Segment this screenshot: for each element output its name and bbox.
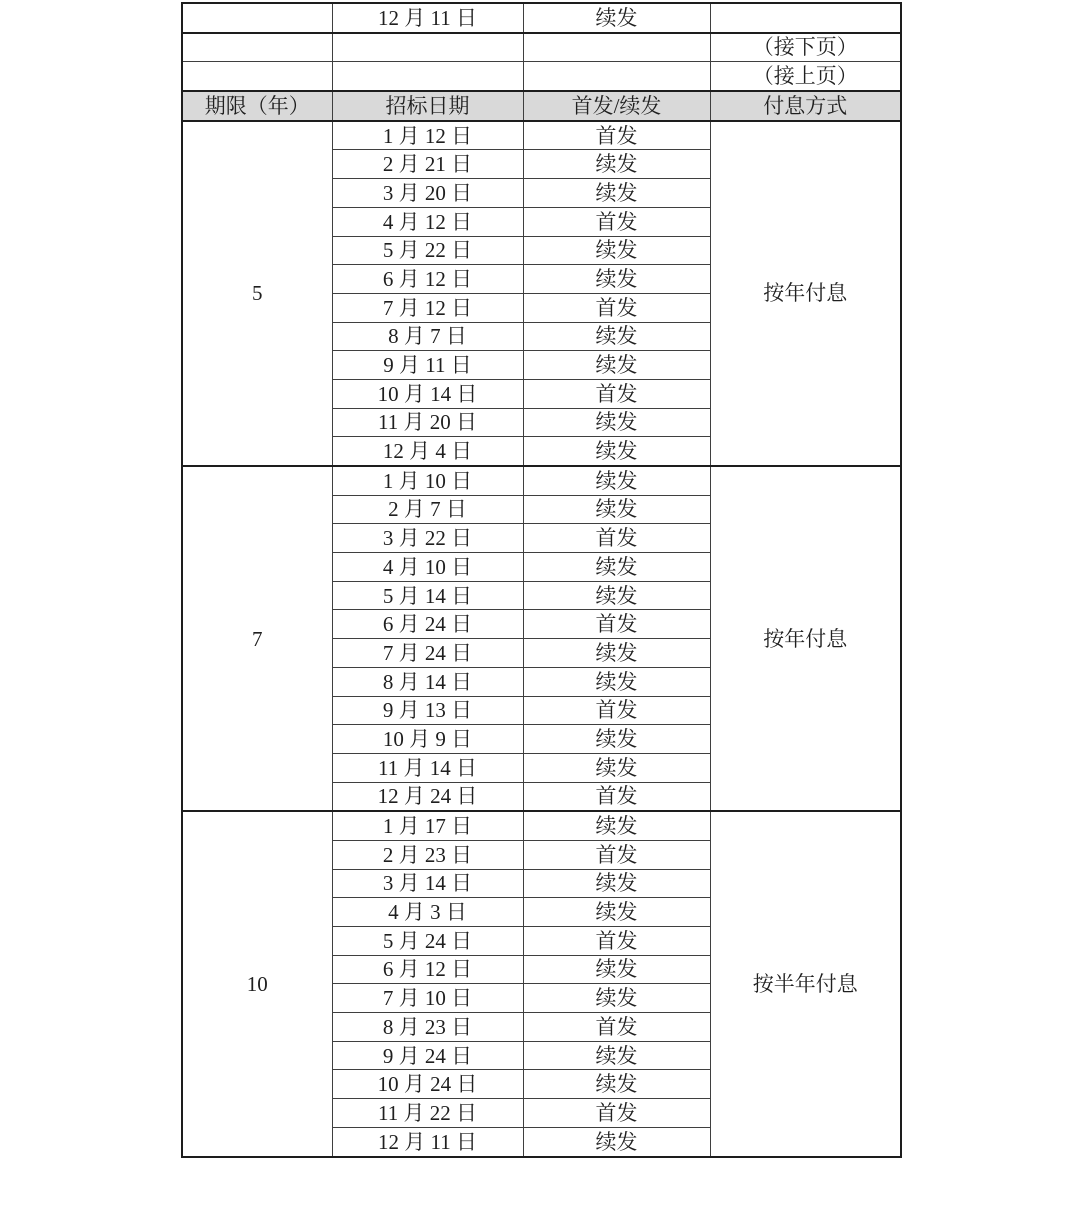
issue-type-cell: 续发 — [523, 984, 710, 1013]
date-cell: 4 月 12 日 — [332, 207, 523, 236]
issue-type-cell: 续发 — [523, 236, 710, 265]
issue-type-cell: 续发 — [523, 265, 710, 294]
header-issue-type: 首发/续发 — [523, 91, 710, 121]
date-cell: 12 月 11 日 — [332, 3, 523, 33]
date-cell — [332, 62, 523, 91]
issue-type-cell: 续发 — [523, 437, 710, 466]
issuance-schedule-table — [181, 2, 902, 1158]
page-note-cell: （接下页） — [710, 33, 901, 62]
date-cell: 8 月 7 日 — [332, 322, 523, 351]
issue-type-cell: 续发 — [523, 3, 710, 33]
date-cell: 3 月 20 日 — [332, 179, 523, 208]
issue-type-cell: 续发 — [523, 753, 710, 782]
issue-type-cell: 首发 — [523, 610, 710, 639]
issue-type-cell — [523, 33, 710, 62]
issue-type-cell: 续发 — [523, 466, 710, 495]
issue-type-cell: 续发 — [523, 1070, 710, 1099]
issue-type-cell: 续发 — [523, 581, 710, 610]
issue-type-cell: 续发 — [523, 322, 710, 351]
date-cell: 10 月 14 日 — [332, 379, 523, 408]
date-cell: 12 月 24 日 — [332, 782, 523, 811]
schedule-row — [182, 121, 901, 150]
continuation-row — [182, 62, 901, 91]
page-note-cell — [710, 3, 901, 33]
term-cell: 10 — [182, 811, 332, 1156]
issue-type-cell: 首发 — [523, 840, 710, 869]
date-cell: 3 月 14 日 — [332, 869, 523, 898]
issue-type-cell: 续发 — [523, 667, 710, 696]
continuation-row — [182, 3, 901, 33]
continuation-row — [182, 33, 901, 62]
date-cell: 7 月 24 日 — [332, 639, 523, 668]
term-cell: 5 — [182, 121, 332, 466]
issue-type-cell: 首发 — [523, 379, 710, 408]
issue-type-cell: 续发 — [523, 898, 710, 927]
date-cell: 11 月 20 日 — [332, 408, 523, 437]
issue-type-cell: 首发 — [523, 121, 710, 150]
issue-type-cell: 首发 — [523, 1013, 710, 1042]
payment-method-cell: 按年付息 — [710, 466, 901, 811]
issue-type-cell: 续发 — [523, 725, 710, 754]
date-cell: 9 月 13 日 — [332, 696, 523, 725]
date-cell: 7 月 10 日 — [332, 984, 523, 1013]
date-cell: 12 月 4 日 — [332, 437, 523, 466]
issue-type-cell: 续发 — [523, 179, 710, 208]
date-cell: 4 月 10 日 — [332, 553, 523, 582]
date-cell: 6 月 24 日 — [332, 610, 523, 639]
issue-type-cell: 续发 — [523, 811, 710, 840]
issuance-schedule-body — [182, 3, 901, 1157]
page-note-cell: （接上页） — [710, 62, 901, 91]
date-cell: 9 月 24 日 — [332, 1041, 523, 1070]
header-term: 期限（年） — [182, 91, 332, 121]
date-cell: 5 月 24 日 — [332, 927, 523, 956]
date-cell: 10 月 9 日 — [332, 725, 523, 754]
issue-type-cell: 续发 — [523, 869, 710, 898]
payment-method-cell: 按半年付息 — [710, 811, 901, 1156]
date-cell — [332, 33, 523, 62]
issue-type-cell: 续发 — [523, 150, 710, 179]
issue-type-cell: 续发 — [523, 495, 710, 524]
term-cell — [182, 62, 332, 91]
date-cell: 4 月 3 日 — [332, 898, 523, 927]
date-cell: 11 月 14 日 — [332, 753, 523, 782]
date-cell: 9 月 11 日 — [332, 351, 523, 380]
issue-type-cell: 首发 — [523, 1099, 710, 1128]
issue-type-cell: 首发 — [523, 524, 710, 553]
date-cell: 5 月 22 日 — [332, 236, 523, 265]
date-cell: 11 月 22 日 — [332, 1099, 523, 1128]
issue-type-cell: 续发 — [523, 1127, 710, 1156]
date-cell: 2 月 23 日 — [332, 840, 523, 869]
issue-type-cell: 续发 — [523, 639, 710, 668]
term-cell — [182, 33, 332, 62]
issue-type-cell — [523, 62, 710, 91]
issue-type-cell: 续发 — [523, 955, 710, 984]
issue-type-cell: 首发 — [523, 207, 710, 236]
header-payment-method: 付息方式 — [710, 91, 901, 121]
date-cell: 7 月 12 日 — [332, 293, 523, 322]
term-cell — [182, 3, 332, 33]
date-cell: 8 月 14 日 — [332, 667, 523, 696]
date-cell: 1 月 10 日 — [332, 466, 523, 495]
header-date: 招标日期 — [332, 91, 523, 121]
schedule-row — [182, 466, 901, 495]
issue-type-cell: 首发 — [523, 782, 710, 811]
date-cell: 3 月 22 日 — [332, 524, 523, 553]
issue-type-cell: 首发 — [523, 696, 710, 725]
issue-type-cell: 首发 — [523, 927, 710, 956]
date-cell: 8 月 23 日 — [332, 1013, 523, 1042]
schedule-row — [182, 811, 901, 840]
payment-method-cell: 按年付息 — [710, 121, 901, 466]
date-cell: 2 月 21 日 — [332, 150, 523, 179]
date-cell: 6 月 12 日 — [332, 265, 523, 294]
header-row — [182, 91, 901, 121]
issue-type-cell: 首发 — [523, 293, 710, 322]
issue-type-cell: 续发 — [523, 351, 710, 380]
term-cell: 7 — [182, 466, 332, 811]
date-cell: 5 月 14 日 — [332, 581, 523, 610]
date-cell: 10 月 24 日 — [332, 1070, 523, 1099]
issue-type-cell: 续发 — [523, 1041, 710, 1070]
date-cell: 2 月 7 日 — [332, 495, 523, 524]
date-cell: 6 月 12 日 — [332, 955, 523, 984]
date-cell: 1 月 12 日 — [332, 121, 523, 150]
date-cell: 1 月 17 日 — [332, 811, 523, 840]
issue-type-cell: 续发 — [523, 553, 710, 582]
issue-type-cell: 续发 — [523, 408, 710, 437]
date-cell: 12 月 11 日 — [332, 1127, 523, 1156]
